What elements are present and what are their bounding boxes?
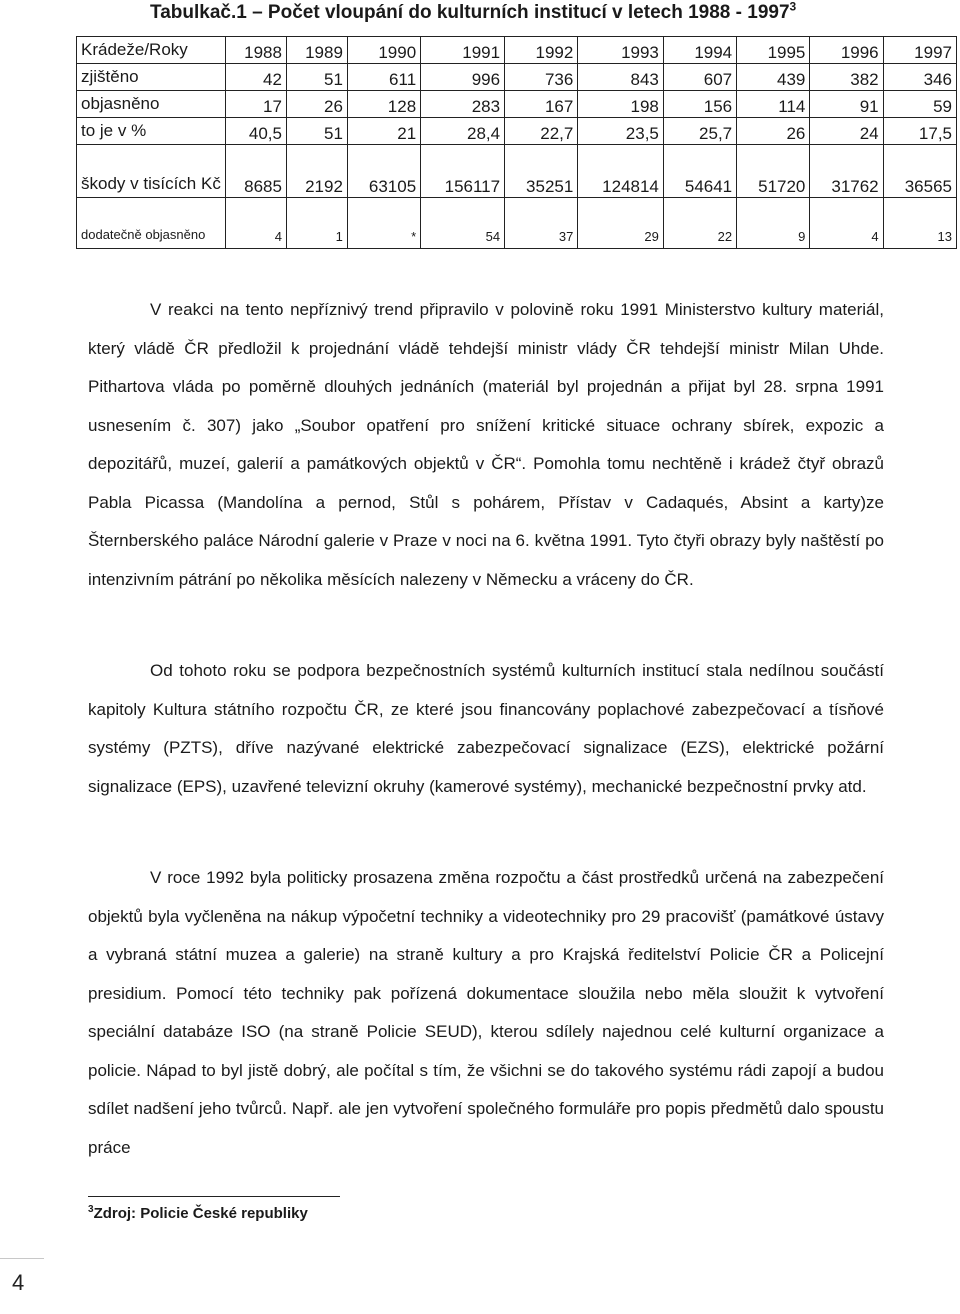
row-label: škody v tisících Kč — [77, 145, 226, 198]
header-cell: Krádeže/Roky — [77, 37, 226, 64]
header-cell: 1993 — [578, 37, 664, 64]
header-cell: 1997 — [883, 37, 956, 64]
table-cell: 51 — [286, 118, 347, 145]
table-cell: 346 — [883, 64, 956, 91]
table-cell: 156117 — [421, 145, 505, 198]
footnote-ref: 3 — [88, 1204, 94, 1215]
table-cell: 91 — [810, 91, 883, 118]
table-cell: * — [347, 198, 420, 249]
header-cell: 1989 — [286, 37, 347, 64]
table-cell: 9 — [737, 198, 810, 249]
burglary-table — [76, 36, 957, 249]
table-row — [77, 118, 957, 145]
table-cell: 17,5 — [883, 118, 956, 145]
header-cell: 1995 — [737, 37, 810, 64]
table-cell: 611 — [347, 64, 420, 91]
table-cell: 167 — [505, 91, 578, 118]
table-cell: 198 — [578, 91, 664, 118]
table-cell: 439 — [737, 64, 810, 91]
paragraph-2: Od tohoto roku se podpora bezpečnostních systémů kulturních institucí stala nedílnou součástí kapitoly Kultura státního rozpočtu ČR, ze které jsou financovány poplachové zabezpečovací a tísňové systémy (PZTS), dříve nazývané elektrické zabezpečovací signalizace (EZS), elektrické požární signalizace (EPS), uzavřené televizní okruhy (kamerové systémy), mechanické bezpečnostní prvky atd. — [88, 661, 884, 796]
table-cell: 124814 — [578, 145, 664, 198]
table-caption — [150, 2, 796, 24]
caption-text: Tabulkač.1 – Počet vloupání do kulturních institucí v letech 1988 - 1997 — [150, 2, 790, 23]
table-cell: 54 — [421, 198, 505, 249]
table-cell: 37 — [505, 198, 578, 249]
table-cell: 40,5 — [226, 118, 287, 145]
table-cell: 736 — [505, 64, 578, 91]
table-cell: 2192 — [286, 145, 347, 198]
table-cell: 1 — [286, 198, 347, 249]
table-cell: 54641 — [663, 145, 736, 198]
table-cell: 22,7 — [505, 118, 578, 145]
table-cell: 59 — [883, 91, 956, 118]
table-cell: 63105 — [347, 145, 420, 198]
table-cell: 29 — [578, 198, 664, 249]
table-cell: 283 — [421, 91, 505, 118]
table-cell: 843 — [578, 64, 664, 91]
table-row — [77, 198, 957, 249]
table-cell: 13 — [883, 198, 956, 249]
footnote-text: Zdroj: Policie České republiky — [93, 1205, 308, 1222]
table-cell: 23,5 — [578, 118, 664, 145]
table-cell: 996 — [421, 64, 505, 91]
table-cell: 24 — [810, 118, 883, 145]
table-cell: 25,7 — [663, 118, 736, 145]
table-row — [77, 64, 957, 91]
header-cell: 1996 — [810, 37, 883, 64]
table-cell: 51720 — [737, 145, 810, 198]
table-row — [77, 145, 957, 198]
table-cell: 51 — [286, 64, 347, 91]
header-cell: 1988 — [226, 37, 287, 64]
paragraph-3: V roce 1992 byla politicky prosazena změna rozpočtu a část prostředků určená na zabezpečení objektů byla vyčleněna na nákup výpočetní techniky a videotechniky pro 29 pracovišť (památkové ústavy a vybraná státní muzea a galerie) na straně kultury a pro Krajská ředitelství Policie ČR a Policejní presidium. Pomocí této techniky pak pořízená dokumentace sloužila nebo měla sloužit k vytvoření speciální databáze ISO (na straně Policie SEUD), kterou sdílely najednou celé kulturní organizace a policie. Nápad to byl jistě dobrý, ale počítal s tím, že všichni se do takového systému rádi zapojí a budou sdílet nadšení jeho tvůrců. Např. ale jen vytvoření společného formuláře pro popis předmětů dalo spoustu práce — [88, 868, 884, 1157]
table-cell: 36565 — [883, 145, 956, 198]
table-cell: 35251 — [505, 145, 578, 198]
row-label: objasněno — [77, 91, 226, 118]
table-cell: 21 — [347, 118, 420, 145]
row-label: zjištěno — [77, 64, 226, 91]
table-cell: 156 — [663, 91, 736, 118]
header-cell: 1992 — [505, 37, 578, 64]
table-cell: 4 — [810, 198, 883, 249]
header-cell: 1991 — [421, 37, 505, 64]
page-number-separator — [0, 1258, 44, 1259]
table-header-row — [77, 37, 957, 64]
table-cell: 382 — [810, 64, 883, 91]
table-cell: 8685 — [226, 145, 287, 198]
header-cell: 1990 — [347, 37, 420, 64]
footnote-separator — [88, 1196, 340, 1197]
table-cell: 28,4 — [421, 118, 505, 145]
paragraph-1: V reakci na tento nepříznivý trend připravilo v polovině roku 1991 Ministerstvo kultury materiál, který vládě ČR předložil k projednání vládě tehdejší ministr vlády ČR tehdejší ministr Milan Uhde. Pithartova vláda po poměrně dlouhých jednáních (materiál byl projednán a přijat byl 28. srpna 1991 usnesením č. 307) jako „Soubor opatření pro snížení kritické situace ochrany sbírek, expozic a depozitářů, muzeí, galerií a památkových objektů v ČR“. Pomohla tomu nechtěně i krádež čtyř obrazů Pabla Picassa (Mandolína a pernod, Stůl s pohárem, Přístav v Cadaqués, Absint a karty)ze Šternberského paláce Národní galerie v Praze v noci na 6. května 1991. Tyto čtyři obrazy byly naštěstí po intenzivním pátrání po několika měsících nalezeny v Německu a vráceny do ČR. — [88, 300, 884, 589]
table-cell: 17 — [226, 91, 287, 118]
table-cell: 4 — [226, 198, 287, 249]
page-number: 4 — [12, 1270, 25, 1295]
footnote — [88, 1205, 308, 1222]
table-cell: 26 — [737, 118, 810, 145]
caption-footnote-ref: 3 — [789, 0, 797, 14]
table-cell: 26 — [286, 91, 347, 118]
table-cell: 607 — [663, 64, 736, 91]
table-cell: 31762 — [810, 145, 883, 198]
row-label: to je v % — [77, 118, 226, 145]
table-cell: 114 — [737, 91, 810, 118]
row-label: dodatečně objasněno — [77, 198, 226, 249]
table-cell: 42 — [226, 64, 287, 91]
table-cell: 128 — [347, 91, 420, 118]
header-cell: 1994 — [663, 37, 736, 64]
table-cell: 22 — [663, 198, 736, 249]
table-row — [77, 91, 957, 118]
